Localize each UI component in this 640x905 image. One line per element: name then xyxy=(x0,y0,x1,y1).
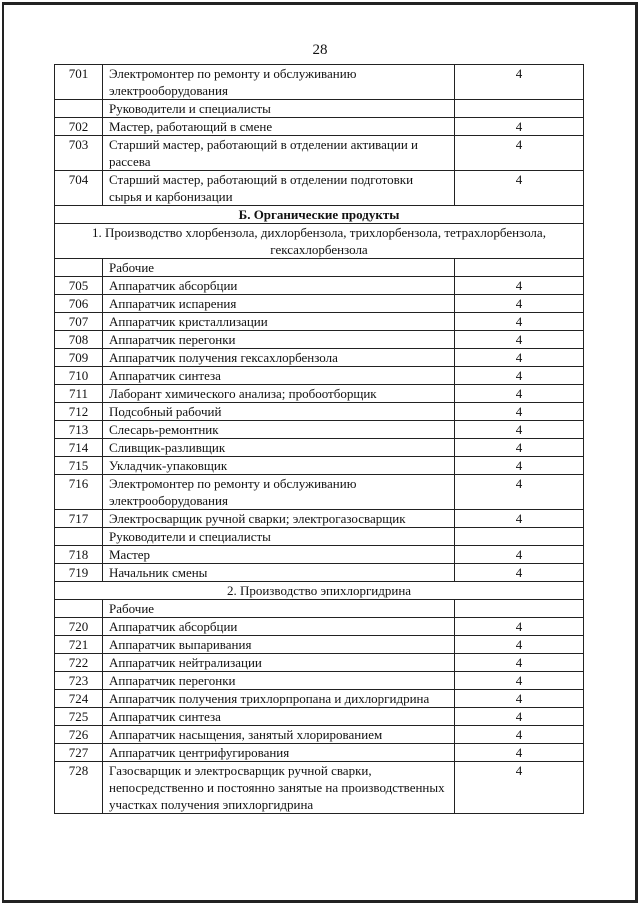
table-row xyxy=(55,421,584,439)
value-cell: 4 xyxy=(455,313,584,331)
table-row xyxy=(55,385,584,403)
table-row xyxy=(55,295,584,313)
profession-name: Мастер, работающий в смене xyxy=(103,118,455,136)
profession-name: Рабочие xyxy=(103,259,455,277)
profession-name: Лаборант химического анализа; пробоотборщик xyxy=(103,385,455,403)
table-row xyxy=(55,726,584,744)
profession-name: Аппаратчик выпаривания xyxy=(103,636,455,654)
value-cell: 4 xyxy=(455,349,584,367)
profession-name: Старший мастер, работающий в отделении активации и рассева xyxy=(103,136,455,171)
value-cell: 4 xyxy=(455,690,584,708)
profession-name: Газосварщик и электросварщик ручной сварки, непосредственно и постоянно занятые на производственных участках получения эпихлоргидрина xyxy=(103,762,455,814)
table-row xyxy=(55,744,584,762)
table-row xyxy=(55,259,584,277)
profession-name: Аппаратчик испарения xyxy=(103,295,455,313)
table-row xyxy=(55,457,584,475)
item-number: 722 xyxy=(55,654,103,672)
item-number: 725 xyxy=(55,708,103,726)
profession-name: Старший мастер, работающий в отделении подготовки сырья и карбонизации xyxy=(103,171,455,206)
value-cell xyxy=(455,100,584,118)
item-number: 727 xyxy=(55,744,103,762)
profession-name: Сливщик-разливщик xyxy=(103,439,455,457)
table-row xyxy=(55,349,584,367)
profession-name: Руководители и специалисты xyxy=(103,100,455,118)
profession-name: Электромонтер по ремонту и обслуживанию электрооборудования xyxy=(103,65,455,100)
table-row xyxy=(55,136,584,171)
table-row xyxy=(55,171,584,206)
item-number: 723 xyxy=(55,672,103,690)
item-number: 720 xyxy=(55,618,103,636)
item-number xyxy=(55,600,103,618)
value-cell: 4 xyxy=(455,439,584,457)
profession-name: Электросварщик ручной сварки; электрогазосварщик xyxy=(103,510,455,528)
profession-name: Аппаратчик перегонки xyxy=(103,672,455,690)
value-cell xyxy=(455,528,584,546)
section-heading-row xyxy=(55,206,584,224)
value-cell: 4 xyxy=(455,618,584,636)
item-number: 717 xyxy=(55,510,103,528)
value-cell: 4 xyxy=(455,118,584,136)
profession-name: Аппаратчик синтеза xyxy=(103,367,455,385)
table-row xyxy=(55,672,584,690)
table-row xyxy=(55,762,584,814)
table-row xyxy=(55,636,584,654)
profession-name: Рабочие xyxy=(103,600,455,618)
table-row xyxy=(55,708,584,726)
item-number: 709 xyxy=(55,349,103,367)
item-number: 721 xyxy=(55,636,103,654)
profession-name: Электромонтер по ремонту и обслуживанию электрооборудования xyxy=(103,475,455,510)
item-number: 716 xyxy=(55,475,103,510)
table-row xyxy=(55,690,584,708)
value-cell: 4 xyxy=(455,385,584,403)
value-cell: 4 xyxy=(455,65,584,100)
table-row xyxy=(55,564,584,582)
subsection-title: 1. Производство хлорбензола, дихлорбензола, трихлорбензола, тетрахлорбензола, гексахлорбензола xyxy=(55,224,584,259)
value-cell: 4 xyxy=(455,654,584,672)
item-number: 704 xyxy=(55,171,103,206)
profession-name: Аппаратчик перегонки xyxy=(103,331,455,349)
value-cell: 4 xyxy=(455,136,584,171)
value-cell: 4 xyxy=(455,475,584,510)
table-row xyxy=(55,65,584,100)
profession-name: Начальник смены xyxy=(103,564,455,582)
subsection-heading-row xyxy=(55,582,584,600)
profession-name: Аппаратчик кристаллизации xyxy=(103,313,455,331)
section-title: Б. Органические продукты xyxy=(55,206,584,224)
profession-name: Аппаратчик абсорбции xyxy=(103,277,455,295)
profession-name: Аппаратчик получения гексахлорбензола xyxy=(103,349,455,367)
value-cell xyxy=(455,259,584,277)
profession-name: Аппаратчик абсорбции xyxy=(103,618,455,636)
item-number: 705 xyxy=(55,277,103,295)
value-cell: 4 xyxy=(455,564,584,582)
profession-name: Подсобный рабочий xyxy=(103,403,455,421)
value-cell: 4 xyxy=(455,367,584,385)
table-row xyxy=(55,367,584,385)
value-cell: 4 xyxy=(455,744,584,762)
profession-name: Руководители и специалисты xyxy=(103,528,455,546)
item-number: 702 xyxy=(55,118,103,136)
table-row xyxy=(55,654,584,672)
value-cell: 4 xyxy=(455,171,584,206)
value-cell: 4 xyxy=(455,510,584,528)
table-row xyxy=(55,100,584,118)
profession-name: Укладчик-упаковщик xyxy=(103,457,455,475)
table-row xyxy=(55,331,584,349)
table-row xyxy=(55,313,584,331)
item-number: 713 xyxy=(55,421,103,439)
value-cell: 4 xyxy=(455,295,584,313)
subsection-title: 2. Производство эпихлоргидрина xyxy=(55,582,584,600)
item-number: 711 xyxy=(55,385,103,403)
item-number: 724 xyxy=(55,690,103,708)
subsection-heading-row xyxy=(55,224,584,259)
profession-name: Аппаратчик нейтрализации xyxy=(103,654,455,672)
value-cell: 4 xyxy=(455,672,584,690)
item-number: 708 xyxy=(55,331,103,349)
table-row xyxy=(55,277,584,295)
profession-name: Аппаратчик получения трихлорпропана и дихлоргидрина xyxy=(103,690,455,708)
profession-name: Слесарь-ремонтник xyxy=(103,421,455,439)
item-number: 712 xyxy=(55,403,103,421)
value-cell: 4 xyxy=(455,277,584,295)
table-row xyxy=(55,118,584,136)
item-number: 718 xyxy=(55,546,103,564)
item-number: 703 xyxy=(55,136,103,171)
value-cell: 4 xyxy=(455,331,584,349)
table-row xyxy=(55,528,584,546)
item-number: 706 xyxy=(55,295,103,313)
item-number: 707 xyxy=(55,313,103,331)
table-row xyxy=(55,600,584,618)
value-cell: 4 xyxy=(455,762,584,814)
item-number: 728 xyxy=(55,762,103,814)
profession-name: Аппаратчик синтеза xyxy=(103,708,455,726)
profession-name: Мастер xyxy=(103,546,455,564)
item-number: 714 xyxy=(55,439,103,457)
item-number: 701 xyxy=(55,65,103,100)
value-cell xyxy=(455,600,584,618)
item-number xyxy=(55,528,103,546)
value-cell: 4 xyxy=(455,708,584,726)
value-cell: 4 xyxy=(455,457,584,475)
table-row xyxy=(55,439,584,457)
table-row xyxy=(55,510,584,528)
table-row xyxy=(55,618,584,636)
profession-name: Аппаратчик центрифугирования xyxy=(103,744,455,762)
item-number: 726 xyxy=(55,726,103,744)
value-cell: 4 xyxy=(455,546,584,564)
item-number: 719 xyxy=(55,564,103,582)
table-row xyxy=(55,546,584,564)
value-cell: 4 xyxy=(455,403,584,421)
table-row xyxy=(55,475,584,510)
item-number xyxy=(55,100,103,118)
value-cell: 4 xyxy=(455,726,584,744)
value-cell: 4 xyxy=(455,636,584,654)
item-number: 710 xyxy=(55,367,103,385)
profession-table xyxy=(54,64,584,814)
table-row xyxy=(55,403,584,421)
page-number: 28 xyxy=(312,42,328,58)
value-cell: 4 xyxy=(455,421,584,439)
item-number: 715 xyxy=(55,457,103,475)
profession-name: Аппаратчик насыщения, занятый хлорированием xyxy=(103,726,455,744)
item-number xyxy=(55,259,103,277)
